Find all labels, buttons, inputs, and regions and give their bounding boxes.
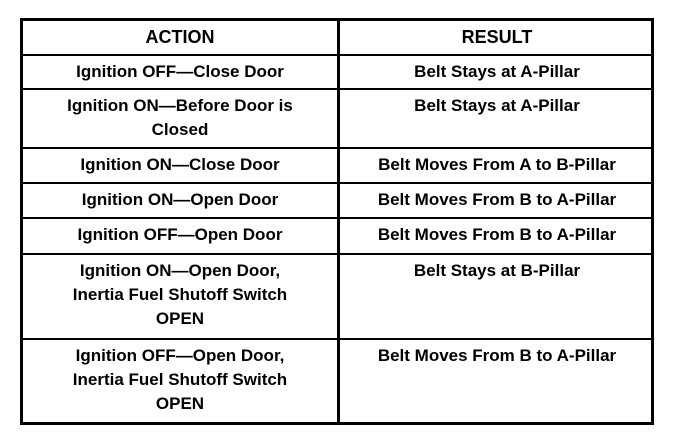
row-2-action: Ignition ON—Before Door is Closed bbox=[23, 90, 340, 149]
header-action: ACTION bbox=[23, 21, 340, 56]
row-3-action: Ignition ON—Close Door bbox=[23, 149, 340, 184]
row-1-result: Belt Stays at A-Pillar bbox=[340, 56, 654, 90]
row-5-action: Ignition OFF—Open Door bbox=[23, 219, 340, 255]
row-1-action: Ignition OFF—Close Door bbox=[23, 56, 340, 90]
row-5-result: Belt Moves From B to A-Pillar bbox=[340, 219, 654, 255]
row-6-result: Belt Stays at B-Pillar bbox=[340, 255, 654, 340]
row-4-result: Belt Moves From B to A-Pillar bbox=[340, 184, 654, 219]
row-2-result: Belt Stays at A-Pillar bbox=[340, 90, 654, 149]
row-3-result: Belt Moves From A to B-Pillar bbox=[340, 149, 654, 184]
action-result-table bbox=[20, 18, 654, 425]
row-6-action: Ignition ON—Open Door, Inertia Fuel Shutoff Switch OPEN bbox=[23, 255, 340, 340]
row-7-action: Ignition OFF—Open Door, Inertia Fuel Shutoff Switch OPEN bbox=[23, 340, 340, 422]
header-result: RESULT bbox=[340, 21, 654, 56]
row-7-result: Belt Moves From B to A-Pillar bbox=[377, 346, 617, 365]
row-4-action: Ignition ON—Open Door bbox=[23, 184, 340, 219]
